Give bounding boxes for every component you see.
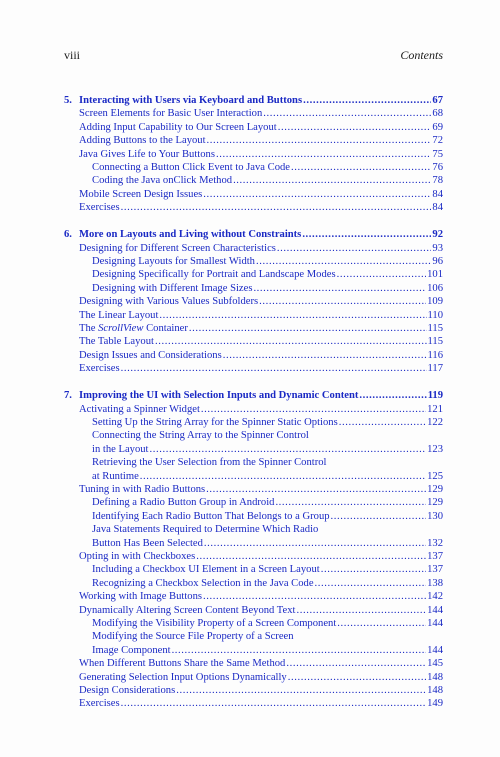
toc-entry[interactable] <box>64 483 443 496</box>
toc-page-number: 117 <box>427 363 443 375</box>
toc-entry[interactable] <box>64 604 443 617</box>
toc-entry[interactable] <box>64 671 443 684</box>
toc-page-number: 76 <box>432 162 443 174</box>
toc-leader-dots <box>263 107 431 120</box>
toc-leader-dots <box>331 510 427 523</box>
toc-page-number: 138 <box>427 577 443 589</box>
toc-leader-dots <box>203 188 431 201</box>
toc-entry[interactable] <box>64 268 443 281</box>
toc-page-number: 106 <box>427 282 443 294</box>
toc-entry[interactable] <box>64 443 443 456</box>
toc-entry[interactable] <box>64 577 443 590</box>
toc-entry[interactable] <box>64 121 443 134</box>
toc-entry-title-line: Retrieving the User Selection from the Spinner Control <box>92 457 327 469</box>
toc-entry-title: Mobile Screen Design Issues <box>79 188 203 200</box>
toc-page-number: 78 <box>432 175 443 187</box>
toc-entry[interactable] <box>64 563 443 576</box>
toc-page-number: 67 <box>432 95 443 106</box>
toc-chapter-heading[interactable] <box>64 389 443 402</box>
toc-entry[interactable] <box>64 644 443 657</box>
toc-entry-title: Tuning in with Radio Buttons <box>79 483 206 495</box>
toc-entry-title: Generating Selection Input Options Dynamically <box>79 671 287 683</box>
toc-page-number: 137 <box>427 564 443 576</box>
toc-leader-dots <box>140 470 426 483</box>
toc-entry-title: The ScrollView Container <box>79 323 188 334</box>
toc-entry[interactable] <box>64 188 443 201</box>
toc-chapter-heading[interactable] <box>64 228 443 241</box>
toc-entry[interactable] <box>64 295 443 308</box>
toc-leader-dots <box>315 577 427 590</box>
toc-chapter <box>64 228 443 375</box>
toc-entry-title-line: Connecting the String Array to the Spinner Control <box>92 430 309 442</box>
toc-page-number: 123 <box>427 443 443 455</box>
toc-page-number: 148 <box>427 685 443 697</box>
toc-leader-dots <box>176 684 426 697</box>
toc-entry-title: The Linear Layout <box>79 309 159 321</box>
toc-entry-title: Activating a Spinner Widget <box>79 403 200 415</box>
toc-leader-dots <box>303 94 431 107</box>
toc-leader-dots <box>121 697 427 710</box>
toc-page-number: 72 <box>432 135 443 147</box>
toc-chapter-title <box>64 389 358 402</box>
toc-entry[interactable] <box>64 134 443 147</box>
running-head: Contents <box>400 48 443 62</box>
toc-leader-dots <box>159 309 426 322</box>
toc-entry[interactable] <box>64 107 443 120</box>
toc-entry-title: Design Issues and Considerations <box>79 349 222 361</box>
toc-leader-dots <box>189 322 427 335</box>
toc-entry-title-line: Java Statements Required to Determine Which Radio <box>92 524 319 536</box>
toc-page-number: 68 <box>432 108 443 120</box>
toc-page-number: 75 <box>432 148 443 160</box>
toc-page-number: 84 <box>432 202 443 214</box>
toc-leader-dots <box>277 242 432 255</box>
toc-chapter-number: 5. <box>64 95 72 106</box>
toc-entry-title: Screen Elements for Basic User Interaction <box>79 108 263 120</box>
toc-entry[interactable] <box>64 590 443 603</box>
toc-page-number: 96 <box>432 255 443 267</box>
toc-entry-title: Dynamically Altering Screen Content Beyond Text <box>79 604 296 616</box>
toc-page-number: 145 <box>427 658 443 670</box>
toc-page-number: 115 <box>427 336 443 348</box>
toc-entry[interactable] <box>64 416 443 429</box>
toc-entry-title: Exercises <box>79 363 120 375</box>
toc-page-number: 110 <box>427 309 443 321</box>
toc-entry-title: Button Has Been Selected <box>92 537 203 549</box>
toc-entry-title: Designing Specifically for Portrait and Landscape Modes <box>92 269 336 281</box>
toc-entry[interactable] <box>64 617 443 630</box>
toc-page-number: 122 <box>427 416 443 428</box>
toc-entry-title: Connecting a Button Click Event to Java Code <box>92 162 291 174</box>
toc-entry[interactable] <box>64 242 443 255</box>
toc-entry-title: Design Considerations <box>79 685 176 697</box>
toc-entry[interactable] <box>64 282 443 295</box>
toc-entry[interactable] <box>64 510 443 523</box>
toc-chapter <box>64 389 443 711</box>
toc-leader-dots <box>203 590 426 603</box>
toc-leader-dots <box>291 161 431 174</box>
toc-entry-title: Coding the Java onClick Method <box>92 175 233 187</box>
toc-entry-title-line: Modifying the Source File Property of a Screen <box>92 631 294 643</box>
toc-entry-title: Including a Checkbox UI Element in a Screen Layout <box>92 564 320 576</box>
toc-entry-title: Working with Image Buttons <box>79 591 203 603</box>
toc-page-number: 137 <box>427 551 443 562</box>
toc-leader-dots <box>288 671 426 684</box>
toc-page-number: 69 <box>432 121 443 133</box>
toc-entry-title: Designing Layouts for Smallest Width <box>92 255 255 267</box>
toc-page-number: 115 <box>427 323 443 334</box>
toc-entry[interactable] <box>64 362 443 375</box>
toc-leader-dots <box>253 282 426 295</box>
toc-leader-dots <box>155 335 427 348</box>
toc-page-number: 142 <box>427 591 443 603</box>
toc-entry[interactable] <box>64 255 443 268</box>
toc-entry[interactable] <box>64 309 443 322</box>
toc-leader-dots <box>339 416 426 429</box>
table-of-contents <box>64 94 443 724</box>
toc-page-number: 149 <box>427 698 443 710</box>
toc-entry-title: Defining a Radio Button Group in Android <box>92 497 275 509</box>
toc-entry-title: Identifying Each Radio Button That Belongs to a Group <box>92 510 330 522</box>
toc-leader-dots <box>259 295 426 308</box>
toc-leader-dots <box>223 349 427 362</box>
toc-page-number: 116 <box>427 349 443 361</box>
toc-chapter-heading[interactable] <box>64 94 443 107</box>
toc-page-number: 121 <box>427 403 443 415</box>
toc-page-number: 92 <box>432 229 443 241</box>
toc-leader-dots <box>172 644 427 657</box>
toc-page-number: 144 <box>427 644 443 656</box>
toc-page-number: 129 <box>427 497 443 509</box>
toc-leader-dots <box>337 268 427 281</box>
toc-leader-dots <box>302 228 431 241</box>
toc-entry-title: at Runtime <box>92 470 139 482</box>
toc-entry-title: Designing with Different Image Sizes <box>92 282 253 294</box>
toc-leader-dots <box>201 403 426 416</box>
toc-entry-title: Modifying the Visibility Property of a Screen Component <box>92 618 337 630</box>
toc-entry-title: Designing for Different Screen Characteristics <box>79 242 276 254</box>
toc-chapter-title-text: More on Layouts and Living without Constraints <box>79 229 302 241</box>
toc-chapter-title-text: Improving the UI with Selection Inputs and Dynamic Content <box>79 390 359 402</box>
toc-chapter-number: 7. <box>64 390 72 402</box>
toc-entry[interactable] <box>64 657 443 670</box>
toc-leader-dots <box>121 201 432 214</box>
toc-leader-dots <box>286 657 426 670</box>
toc-entry[interactable] <box>64 335 443 348</box>
toc-entry[interactable] <box>64 174 443 187</box>
toc-page-number: 132 <box>427 537 443 549</box>
toc-entry-title: Image Component <box>92 644 171 656</box>
toc-entry-title-em: ScrollView <box>98 323 144 334</box>
toc-entry[interactable] <box>64 322 443 335</box>
toc-leader-dots <box>275 496 426 509</box>
page-header <box>64 48 443 63</box>
toc-leader-dots <box>321 563 426 576</box>
toc-leader-dots <box>121 362 427 375</box>
toc-entry-title: Setting Up the String Array for the Spinner Static Options <box>92 416 338 428</box>
toc-page-number: 101 <box>427 269 443 281</box>
page-number: viii <box>64 48 81 62</box>
toc-entry[interactable] <box>64 161 443 174</box>
toc-page-number: 130 <box>427 510 443 522</box>
toc-chapter-title-text: Interacting with Users via Keyboard and Buttons <box>79 95 303 106</box>
toc-entry-title: Exercises <box>79 698 120 710</box>
toc-leader-dots <box>196 550 426 563</box>
toc-entry[interactable] <box>64 537 443 550</box>
toc-page-number: 119 <box>427 390 443 402</box>
toc-entry[interactable] <box>64 550 443 563</box>
toc-leader-dots <box>337 617 426 630</box>
toc-entry-title: Adding Buttons to the Layout <box>79 135 206 147</box>
toc-entry[interactable] <box>64 496 443 509</box>
toc-entry-title: in the Layout <box>92 443 149 455</box>
toc-entry-title: Recognizing a Checkbox Selection in the Java Code <box>92 577 314 589</box>
toc-chapter <box>64 94 443 215</box>
toc-entry[interactable] <box>64 201 443 214</box>
toc-page-number: 84 <box>432 188 443 200</box>
toc-page-number: 125 <box>427 470 443 482</box>
toc-entry-title: Java Gives Life to Your Buttons <box>79 148 215 160</box>
toc-leader-dots <box>216 148 431 161</box>
toc-entry-title: When Different Buttons Share the Same Method <box>79 658 286 670</box>
toc-chapter-number: 6. <box>64 229 72 241</box>
toc-page-number: 93 <box>432 242 443 254</box>
toc-leader-dots <box>296 604 426 617</box>
toc-entry[interactable] <box>64 403 443 416</box>
toc-entry[interactable] <box>64 684 443 697</box>
toc-entry[interactable] <box>64 470 443 483</box>
toc-page-number: 144 <box>427 618 443 630</box>
toc-leader-dots <box>359 389 426 402</box>
toc-leader-dots <box>256 255 431 268</box>
toc-entry[interactable] <box>64 697 443 710</box>
toc-leader-dots <box>207 134 432 147</box>
toc-leader-dots <box>206 483 426 496</box>
toc-page-number: 144 <box>427 604 443 616</box>
toc-chapter-title <box>64 228 301 241</box>
toc-leader-dots <box>233 174 431 187</box>
toc-page-number: 148 <box>427 671 443 683</box>
toc-leader-dots <box>278 121 432 134</box>
toc-page-number: 129 <box>427 483 443 495</box>
toc-leader-dots <box>204 537 426 550</box>
toc-entry-title: Designing with Various Values Subfolders <box>79 296 259 308</box>
toc-entry-title: Opting in with Checkboxes <box>79 551 196 562</box>
toc-entry[interactable] <box>64 349 443 362</box>
toc-entry-title: Adding Input Capability to Our Screen Layout <box>79 121 277 133</box>
toc-page-number: 109 <box>427 296 443 308</box>
toc-chapter-title <box>64 94 302 107</box>
toc-leader-dots <box>150 443 427 456</box>
toc-entry-title: The Table Layout <box>79 336 154 348</box>
toc-entry-title: Exercises <box>79 202 120 214</box>
toc-entry[interactable] <box>64 148 443 161</box>
